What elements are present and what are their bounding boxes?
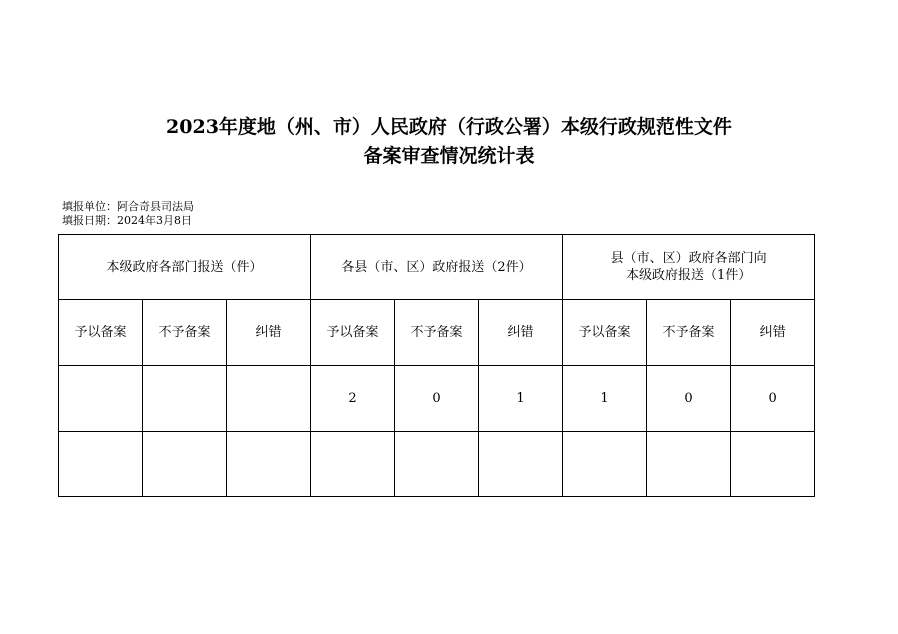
table-cell	[311, 432, 395, 497]
group-header-county-departments	[563, 235, 815, 300]
sub-header-cell: 不予备案	[143, 300, 227, 366]
group-header-line2: 本级政府报送（1件）	[625, 268, 752, 283]
table-cell: 0	[647, 366, 731, 432]
document-title-line2: 备案审查情况统计表	[363, 145, 535, 167]
sub-header-cell: 纠错	[479, 300, 563, 366]
group-header-local-departments: 本级政府各部门报送（件）	[59, 235, 311, 300]
table-cell: 0	[731, 366, 815, 432]
sub-header-cell: 纠错	[227, 300, 311, 366]
table-cell	[59, 432, 143, 497]
group-header-line1: 县（市、区）政府各部门向	[610, 251, 767, 266]
table-cell: 1	[563, 366, 647, 432]
table-cell	[479, 432, 563, 497]
sub-header-cell: 不予备案	[395, 300, 479, 366]
table-cell	[563, 432, 647, 497]
table-cell	[143, 432, 227, 497]
sub-header-cell: 予以备案	[311, 300, 395, 366]
sub-header-cell: 予以备案	[563, 300, 647, 366]
table-cell: 0	[395, 366, 479, 432]
table-cell	[143, 366, 227, 432]
reporting-unit: 填报单位：阿合奇县司法局	[62, 200, 194, 213]
table-cell: 2	[311, 366, 395, 432]
table-cell	[59, 366, 143, 432]
table-cell	[227, 366, 311, 432]
reporting-date: 填报日期：2024年3月8日	[62, 214, 192, 227]
table-cell: 1	[479, 366, 563, 432]
sub-header-row	[59, 300, 815, 366]
table-cell	[731, 432, 815, 497]
statistics-table	[58, 234, 815, 497]
table-cell	[395, 432, 479, 497]
group-header-county-governments: 各县（市、区）政府报送（2件）	[311, 235, 563, 300]
sub-header-cell: 纠错	[731, 300, 815, 366]
table-row	[59, 432, 815, 497]
sub-header-cell: 予以备案	[59, 300, 143, 366]
group-header-row	[59, 235, 815, 300]
table-cell	[647, 432, 731, 497]
table-cell	[227, 432, 311, 497]
sub-header-cell: 不予备案	[647, 300, 731, 366]
table-row	[59, 366, 815, 432]
document-title-line1: 2023年度地（州、市）人民政府（行政公署）本级行政规范性文件	[166, 116, 732, 138]
